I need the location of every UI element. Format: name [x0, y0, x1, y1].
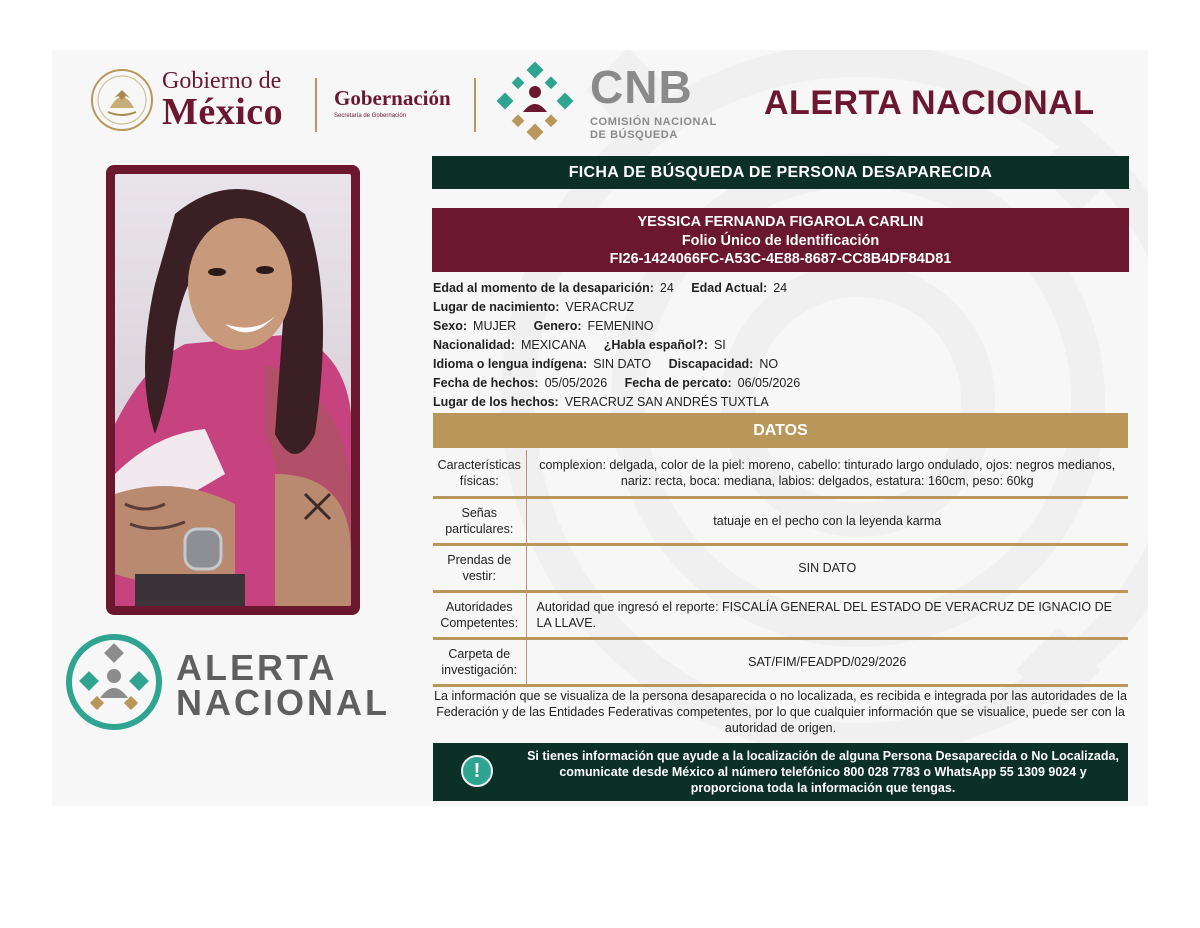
- missing-person-photo-frame: [106, 165, 360, 615]
- ficha-title: FICHA DE BÚSQUEDA DE PERSONA DESAPARECIDA: [432, 156, 1129, 189]
- person-facts: [433, 279, 814, 412]
- missing-person-photo: [115, 174, 351, 606]
- fact-row: [433, 355, 814, 374]
- fact-label: Discapacidad:: [668, 357, 754, 371]
- fact-label: Idioma o lengua indígena:: [433, 357, 588, 371]
- fact-label: Nacionalidad:: [433, 338, 515, 352]
- fact-label: Lugar de nacimiento:: [433, 300, 560, 314]
- fact-label: ¿Habla español?:: [603, 338, 708, 352]
- table-row: [433, 544, 1128, 591]
- fact-row: [433, 374, 814, 393]
- person-name: YESSICA FERNANDA FIGAROLA CARLIN: [637, 214, 924, 230]
- cnb-wordmark: [590, 61, 717, 142]
- header-divider: [474, 78, 476, 132]
- person-header: [432, 208, 1129, 272]
- national-seal-icon: [90, 68, 154, 132]
- fact-row: [433, 279, 814, 298]
- fact-value: 24: [659, 281, 674, 295]
- gobierno-de-mexico-logo: [90, 68, 283, 132]
- fact-value: FEMENINO: [587, 319, 654, 333]
- gobernacion-logo: [334, 86, 451, 119]
- alerta-nacional-logo-icon: [64, 632, 164, 732]
- datos-value: tatuaje en el pecho con la leyenda karma: [526, 497, 1128, 544]
- cnb-line2: DE BÚSQUEDA: [590, 129, 678, 141]
- datos-value: complexion: delgada, color de la piel: moreno, cabello: tinturado largo ondulado, ojos: negros medianos, nariz: recta, boca: mediana, labios: delgados, estatura: 160cm, peso: 60kg: [526, 450, 1128, 497]
- alerta-nacional-wordmark: [176, 647, 390, 723]
- cnb-logo-icon: [494, 60, 576, 142]
- folio-id: FI26-1424066FC-A53C-4E88-8687-CC8B4DF84D81: [609, 251, 952, 267]
- table-row: [433, 497, 1128, 544]
- gobernacion-sub: Secretaría de Gobernación: [334, 113, 407, 119]
- fact-row: [433, 317, 814, 336]
- gobierno-line1: Gobierno de: [162, 68, 282, 94]
- fact-label: Sexo:: [433, 319, 468, 333]
- contact-info-bar: [433, 743, 1128, 801]
- fact-row: [433, 298, 814, 317]
- header-divider: [315, 78, 317, 132]
- brand-line2: NACIONAL: [176, 682, 390, 723]
- cnb-line1: COMISIÓN NACIONAL: [590, 116, 717, 128]
- fact-value: 06/05/2026: [737, 376, 801, 390]
- datos-label: Señas particulares:: [433, 497, 526, 544]
- fact-label: Lugar de los hechos:: [433, 395, 559, 409]
- datos-label: Prendas de vestir:: [433, 544, 526, 591]
- datos-table: [433, 450, 1128, 687]
- datos-title: DATOS: [433, 413, 1128, 448]
- fact-value: VERACRUZ: [565, 300, 635, 314]
- datos-label: Autoridades Competentes:: [433, 591, 526, 638]
- contact-message: Si tienes información que ayude a la localización de alguna Persona Desaparecida o No Localizada, comunicate desde México al número telefónico 800 028 7783 o WhatsApp 55 1309 9024 y proporciona toda la información que tengas.: [527, 749, 1119, 795]
- datos-value: SIN DATO: [526, 544, 1128, 591]
- fact-row: [433, 336, 814, 355]
- fact-value: NO: [759, 357, 779, 371]
- fact-value: SI: [713, 338, 726, 352]
- disclaimer-text: La información que se visualiza de la persona desaparecida o no localizada, es recibida e integrada por las autoridades de la Federación y de las Entidades Federativas competentes, por lo que cualquier información que se visualice, puede ser con la autoridad de origen.: [434, 689, 1127, 735]
- table-row: [433, 638, 1128, 685]
- fact-value: 24: [773, 281, 788, 295]
- fact-value: 05/05/2026: [544, 376, 608, 390]
- datos-value: SAT/FIM/FEADPD/029/2026: [526, 638, 1128, 685]
- fact-label: Genero:: [533, 319, 582, 333]
- folio-label: Folio Único de Identificación: [681, 232, 880, 249]
- alerta-nacional-title: ALERTA NACIONAL: [764, 84, 1095, 122]
- fact-label: Fecha de percato:: [624, 376, 732, 390]
- table-row: [433, 450, 1128, 497]
- fact-value: MEXICANA: [520, 338, 587, 352]
- fact-label: Edad al momento de la desaparición:: [433, 281, 654, 295]
- fact-value: SIN DATO: [593, 357, 652, 371]
- gobierno-line2: México: [162, 91, 284, 133]
- datos-value: Autoridad que ingresó el reporte: FISCALÍA GENERAL DEL ESTADO DE VERACRUZ DE IGNACIO DE LA LLAVE.: [526, 591, 1128, 638]
- exclamation-icon: !: [461, 755, 493, 787]
- brand-line1: ALERTA: [176, 647, 338, 688]
- gobernacion-label: Gobernación: [334, 86, 451, 110]
- fact-label: Fecha de hechos:: [433, 376, 539, 390]
- datos-label: Características físicas:: [433, 450, 526, 497]
- fact-value: VERACRUZ SAN ANDRÉS TUXTLA: [564, 395, 769, 409]
- datos-label: Carpeta de investigación:: [433, 638, 526, 685]
- table-row: [433, 591, 1128, 638]
- fact-label: Edad Actual:: [691, 281, 768, 295]
- fact-value: MUJER: [473, 319, 517, 333]
- fact-row: [433, 393, 814, 412]
- cnb-acronym: CNB: [590, 61, 693, 113]
